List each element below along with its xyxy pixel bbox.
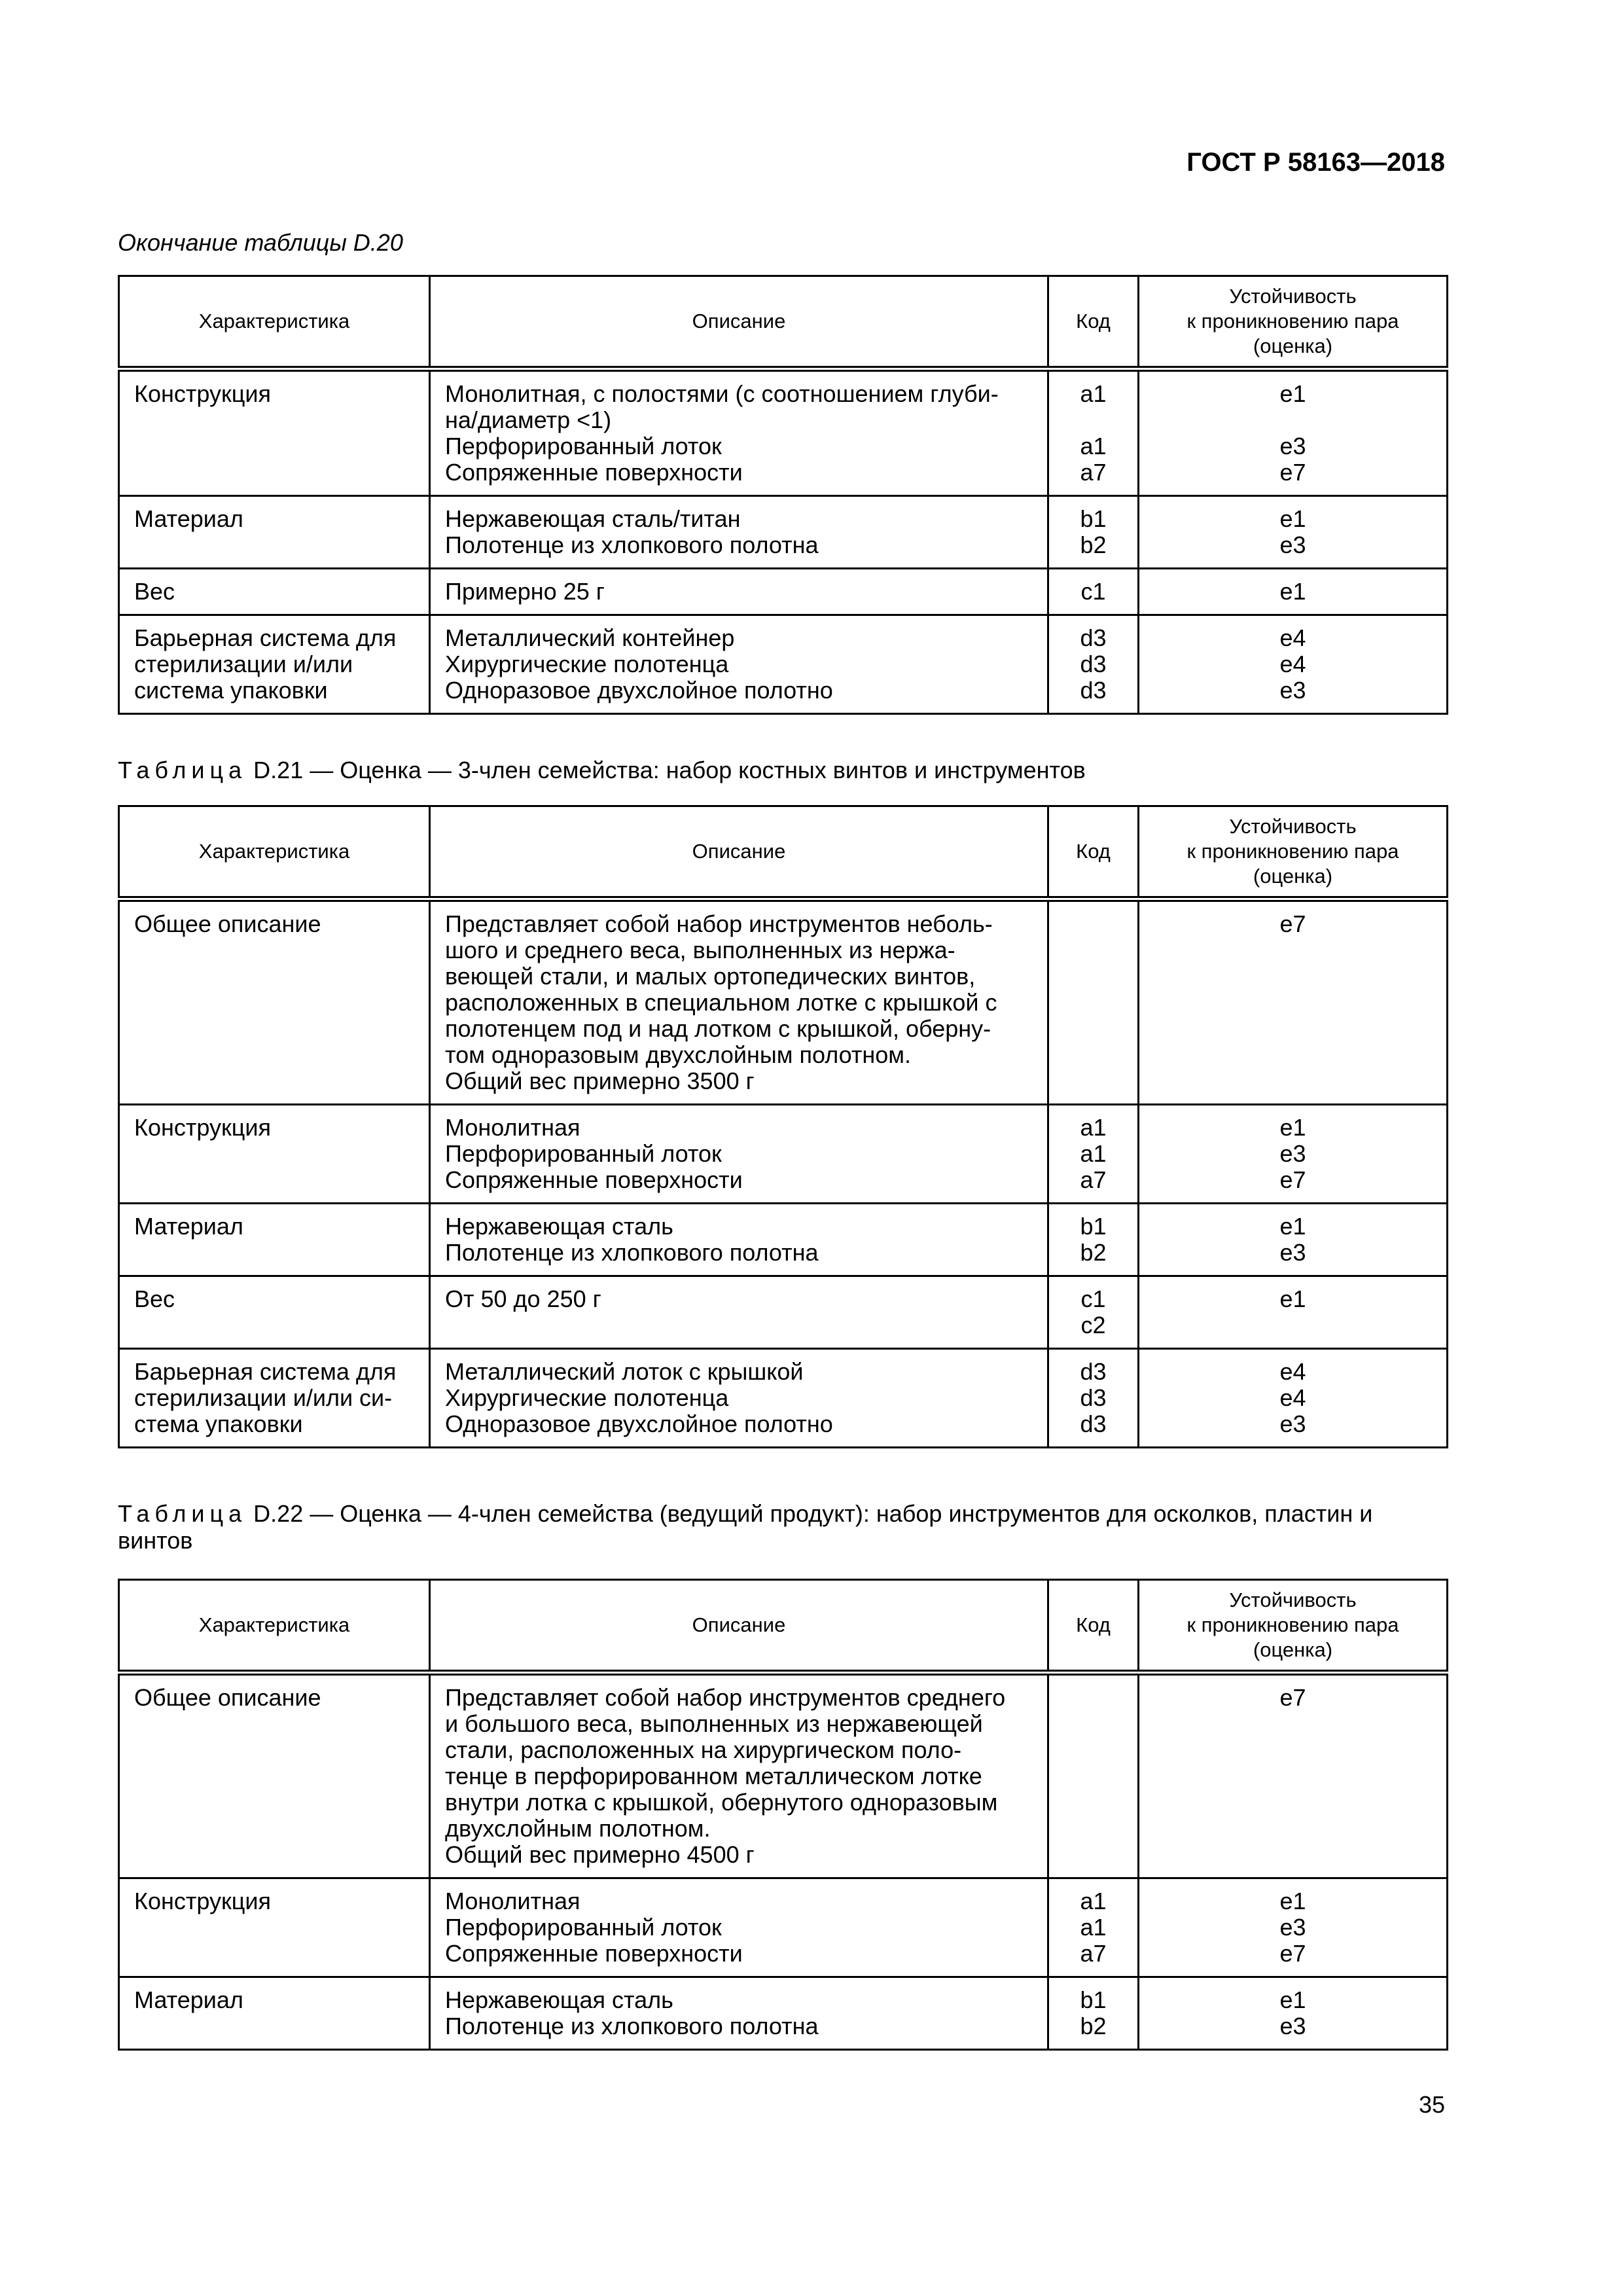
description-cell xyxy=(430,569,1048,615)
resistance-cell-line xyxy=(1154,407,1432,433)
resistance-cell-line: e7 xyxy=(1279,910,1306,937)
description-cell-line: Хирургические полотенца xyxy=(445,651,729,677)
code-cell-line: d3 xyxy=(1080,677,1107,704)
code-cell-line: a7 xyxy=(1080,1166,1107,1193)
code-cell xyxy=(1048,1105,1139,1204)
resistance-cell xyxy=(1139,1878,1448,1977)
column-header-code: Код xyxy=(1048,276,1139,369)
description-cell-line: Одноразовое двухслойное полотно xyxy=(445,677,833,704)
code-cell-line: b2 xyxy=(1080,2013,1107,2039)
description-cell-line: Сопряженные поверхности xyxy=(445,1940,743,1967)
resistance-cell xyxy=(1139,899,1448,1105)
resistance-cell-line: e3 xyxy=(1279,1410,1306,1437)
characteristic-cell-line: Общее описание xyxy=(134,910,321,937)
resistance-cell xyxy=(1139,1349,1448,1448)
code-cell-line: a1 xyxy=(1080,1888,1107,1914)
description-cell xyxy=(430,1276,1048,1349)
column-header-resistance: Устойчивость к проникновению пара (оценка) xyxy=(1139,1580,1448,1673)
description-cell-line: Нержавеющая сталь xyxy=(445,1213,673,1240)
table-d20 xyxy=(118,275,1448,715)
code-cell xyxy=(1048,615,1139,714)
code-cell xyxy=(1048,569,1139,615)
column-header-characteristic: Характеристика xyxy=(119,1580,430,1673)
table-row xyxy=(119,1204,1448,1276)
characteristic-cell-line: система упаковки xyxy=(134,677,328,704)
table-row xyxy=(119,1349,1448,1448)
description-cell xyxy=(430,369,1048,496)
description-cell-line: Сопряженные поверхности xyxy=(445,459,743,486)
table-row xyxy=(119,369,1448,496)
description-cell-line: Полотенце из хлопкового полотна xyxy=(445,2013,819,2039)
description-cell-line: двухслойным полотном. xyxy=(445,1815,711,1842)
resistance-cell-line: e3 xyxy=(1279,1914,1306,1941)
table-row xyxy=(119,1105,1448,1204)
table-d22-caption: Таблица D.22 — Оценка — 4-член семейства (ведущий продукт): набор инструментов для осколков, пластин и винтов xyxy=(118,1500,1373,1554)
characteristic-cell-line: стерилизации и/или си- xyxy=(134,1384,393,1411)
table-d21 xyxy=(118,805,1448,1448)
code-cell xyxy=(1048,1349,1139,1448)
characteristic-cell xyxy=(119,1878,430,1977)
column-header-resistance: Устойчивость к проникновению пара (оценка) xyxy=(1139,806,1448,899)
resistance-cell-line: e3 xyxy=(1279,433,1306,459)
description-cell xyxy=(430,1204,1048,1276)
description-cell-line: Металлический лоток с крышкой xyxy=(445,1358,804,1385)
description-cell-line: Перфорированный лоток xyxy=(445,433,722,459)
resistance-cell xyxy=(1139,1276,1448,1349)
document-id: ГОСТ Р 58163—2018 xyxy=(1186,148,1445,177)
resistance-cell-line: e7 xyxy=(1279,1166,1306,1193)
code-cell-line: d3 xyxy=(1080,1358,1107,1385)
resistance-cell-line: e3 xyxy=(1279,2013,1306,2039)
characteristic-cell-line: Конструкция xyxy=(134,1114,271,1141)
description-cell xyxy=(430,615,1048,714)
resistance-cell-line: e3 xyxy=(1279,1239,1306,1266)
description-cell-line: Общий вес примерно 3500 г xyxy=(445,1067,755,1094)
description-cell xyxy=(430,1878,1048,1977)
description-cell-line: Общий вес примерно 4500 г xyxy=(445,1841,755,1868)
column-header-code: Код xyxy=(1048,806,1139,899)
description-cell xyxy=(430,899,1048,1105)
resistance-cell xyxy=(1139,369,1448,496)
description-cell-line: Полотенце из хлопкового полотна xyxy=(445,1239,819,1266)
column-header-resistance: Устойчивость к проникновению пара (оценка) xyxy=(1139,276,1448,369)
description-cell-line: Монолитная xyxy=(445,1888,580,1914)
characteristic-cell-line: Материал xyxy=(134,1986,243,2013)
description-cell-line: Нержавеющая сталь xyxy=(445,1986,673,2013)
resistance-cell-line: e1 xyxy=(1279,578,1306,605)
characteristic-cell-line: Общее описание xyxy=(134,1684,321,1711)
table-d20-caption: Окончание таблицы D.20 xyxy=(118,229,403,256)
column-header-characteristic: Характеристика xyxy=(119,806,430,899)
resistance-cell-line: e4 xyxy=(1279,1358,1306,1385)
code-cell-line: d3 xyxy=(1080,624,1107,651)
code-cell xyxy=(1048,899,1139,1105)
resistance-cell xyxy=(1139,1204,1448,1276)
resistance-cell-line: e7 xyxy=(1279,1684,1306,1711)
characteristic-cell xyxy=(119,569,430,615)
description-cell xyxy=(430,1349,1048,1448)
resistance-cell-line: e1 xyxy=(1279,1888,1306,1914)
description-cell-line: Перфорированный лоток xyxy=(445,1914,722,1941)
code-cell-line: b1 xyxy=(1080,1986,1107,2013)
characteristic-cell-line: Барьерная система для xyxy=(134,1358,397,1385)
code-cell-line: a7 xyxy=(1080,1940,1107,1967)
resistance-cell-line: e3 xyxy=(1279,1140,1306,1167)
resistance-cell-line: e4 xyxy=(1279,651,1306,677)
resistance-cell xyxy=(1139,1105,1448,1204)
code-cell xyxy=(1048,369,1139,496)
description-cell-line: и большого веса, выполненных из нержавеющей xyxy=(445,1710,983,1737)
description-cell-line: шого и среднего веса, выполненных из нержа- xyxy=(445,937,955,963)
code-cell-line: a1 xyxy=(1080,1914,1107,1941)
table-d22 xyxy=(118,1579,1448,2051)
table-row xyxy=(119,615,1448,714)
resistance-cell-line: e3 xyxy=(1279,531,1306,558)
resistance-cell xyxy=(1139,569,1448,615)
description-cell-line: Примерно 25 г xyxy=(445,578,605,605)
code-cell-line: b2 xyxy=(1080,531,1107,558)
code-cell xyxy=(1048,1977,1139,2050)
resistance-cell xyxy=(1139,1673,1448,1878)
column-header-code: Код xyxy=(1048,1580,1139,1673)
code-cell xyxy=(1048,1204,1139,1276)
resistance-cell xyxy=(1139,496,1448,569)
characteristic-cell-line: Материал xyxy=(134,505,243,532)
description-cell xyxy=(430,1673,1048,1878)
description-cell-line: стали, расположенных на хирургическом поло- xyxy=(445,1736,962,1763)
resistance-cell-line: e3 xyxy=(1279,677,1306,704)
description-cell xyxy=(430,1105,1048,1204)
resistance-cell-line: e7 xyxy=(1279,1940,1306,1967)
resistance-cell-line: e1 xyxy=(1279,1213,1306,1240)
code-cell-line: d3 xyxy=(1080,1410,1107,1437)
characteristic-cell-line: Вес xyxy=(134,578,175,605)
characteristic-cell xyxy=(119,1673,430,1878)
description-cell-line: Одноразовое двухслойное полотно xyxy=(445,1410,833,1437)
table-row xyxy=(119,1878,1448,1977)
characteristic-cell xyxy=(119,1276,430,1349)
characteristic-cell-line: Материал xyxy=(134,1213,243,1240)
description-cell-line: От 50 до 250 г xyxy=(445,1285,601,1312)
code-cell xyxy=(1048,1673,1139,1878)
resistance-cell-line: e1 xyxy=(1279,1285,1306,1312)
table-row xyxy=(119,569,1448,615)
code-cell-line: c1 xyxy=(1080,1285,1106,1312)
description-cell-line: Нержавеющая сталь/титан xyxy=(445,505,741,532)
column-header-description: Описание xyxy=(430,276,1048,369)
description-cell xyxy=(430,1977,1048,2050)
description-cell-line: Перфорированный лоток xyxy=(445,1140,722,1167)
resistance-cell-line: e1 xyxy=(1279,505,1306,532)
code-cell-line: c2 xyxy=(1080,1312,1106,1338)
table-row xyxy=(119,1276,1448,1349)
code-cell-line: a1 xyxy=(1080,380,1107,407)
description-cell-line: Представляет собой набор инструментов неболь- xyxy=(445,910,993,937)
code-cell-line: a7 xyxy=(1080,459,1107,486)
description-cell-line: Монолитная xyxy=(445,1114,580,1141)
table-row xyxy=(119,899,1448,1105)
resistance-cell-line: e1 xyxy=(1279,380,1306,407)
code-cell xyxy=(1048,1276,1139,1349)
column-header-description: Описание xyxy=(430,806,1048,899)
description-cell-line: внутри лотка с крышкой, обернутого одноразовым xyxy=(445,1789,998,1816)
resistance-cell-line: e1 xyxy=(1279,1986,1306,2013)
characteristic-cell xyxy=(119,1105,430,1204)
code-cell-line: b2 xyxy=(1080,1239,1107,1266)
resistance-cell-line: e4 xyxy=(1279,1384,1306,1411)
characteristic-cell xyxy=(119,615,430,714)
characteristic-cell xyxy=(119,1204,430,1276)
resistance-cell-line: e4 xyxy=(1279,624,1306,651)
code-cell-line xyxy=(1063,407,1123,433)
description-cell-line: полотенцем под и над лотком с крышкой, оберну- xyxy=(445,1015,991,1042)
code-cell-line: b1 xyxy=(1080,1213,1107,1240)
description-cell-line: том одноразовым двухслойным полотном. xyxy=(445,1041,912,1068)
code-cell xyxy=(1048,1878,1139,1977)
characteristic-cell-line: Конструкция xyxy=(134,380,271,407)
description-cell-line: Полотенце из хлопкового полотна xyxy=(445,531,819,558)
characteristic-cell-line: Конструкция xyxy=(134,1888,271,1914)
characteristic-cell xyxy=(119,369,430,496)
description-cell-line: Хирургические полотенца xyxy=(445,1384,729,1411)
description-cell-line: веющей стали, и малых ортопедических винтов, xyxy=(445,963,976,990)
description-cell-line: Монолитная, с полостями (с соотношением глуби- xyxy=(445,380,999,407)
description-cell-line: Металлический контейнер xyxy=(445,624,735,651)
code-cell xyxy=(1048,496,1139,569)
resistance-cell-line: e1 xyxy=(1279,1114,1306,1141)
description-cell-line: расположенных в специальном лотке с крышкой с xyxy=(445,989,997,1016)
table-row xyxy=(119,496,1448,569)
column-header-characteristic: Характеристика xyxy=(119,276,430,369)
code-cell-line: d3 xyxy=(1080,651,1107,677)
description-cell-line: Сопряженные поверхности xyxy=(445,1166,743,1193)
resistance-cell-line: e7 xyxy=(1279,459,1306,486)
table-d21-caption: Таблица D.21 — Оценка — 3-член семейства: набор костных винтов и инструментов xyxy=(118,757,1086,783)
characteristic-cell-line: Вес xyxy=(134,1285,175,1312)
characteristic-cell-line: стема упаковки xyxy=(134,1410,303,1437)
description-cell-line: тенце в перфорированном металлическом лотке xyxy=(445,1763,982,1789)
characteristic-cell xyxy=(119,1977,430,2050)
column-header-description: Описание xyxy=(430,1580,1048,1673)
resistance-cell xyxy=(1139,1977,1448,2050)
description-cell-line: Представляет собой набор инструментов среднего xyxy=(445,1684,1006,1711)
description-cell xyxy=(430,496,1048,569)
page-number: 35 xyxy=(1418,2091,1445,2118)
code-cell-line: a1 xyxy=(1080,1114,1107,1141)
characteristic-cell xyxy=(119,496,430,569)
code-cell-line: c1 xyxy=(1080,578,1106,605)
characteristic-cell xyxy=(119,1349,430,1448)
characteristic-cell xyxy=(119,899,430,1105)
characteristic-cell-line: стерилизации и/или xyxy=(134,651,353,677)
table-row xyxy=(119,1673,1448,1878)
code-cell-line: d3 xyxy=(1080,1384,1107,1411)
code-cell-line: a1 xyxy=(1080,1140,1107,1167)
resistance-cell xyxy=(1139,615,1448,714)
characteristic-cell-line: Барьерная система для xyxy=(134,624,397,651)
description-cell-line: на/диаметр <1) xyxy=(445,406,612,433)
code-cell-line: b1 xyxy=(1080,505,1107,532)
code-cell-line: a1 xyxy=(1080,433,1107,459)
table-row xyxy=(119,1977,1448,2050)
